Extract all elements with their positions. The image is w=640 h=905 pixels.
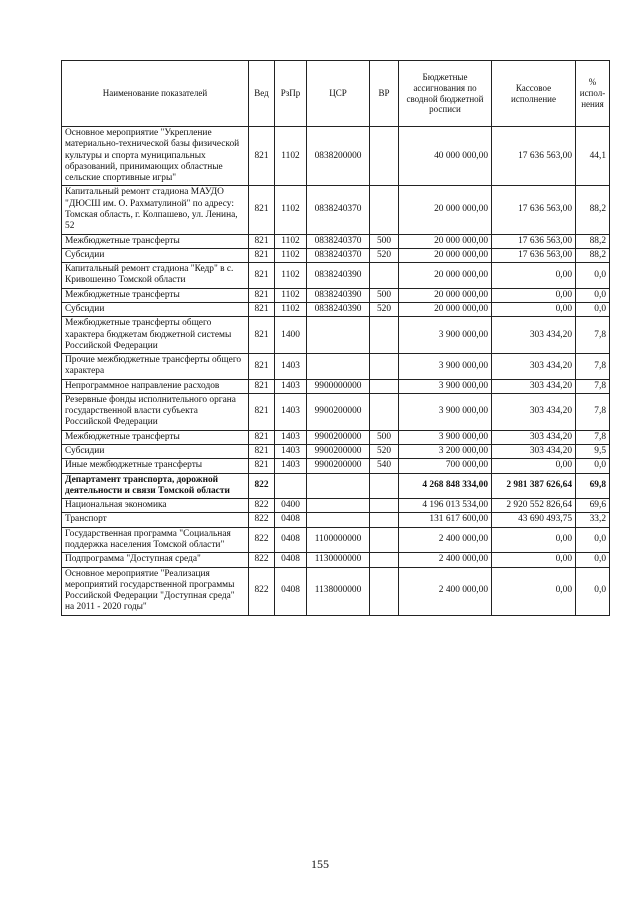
table-row: [62, 393, 610, 430]
cell-rzpr: 1102: [275, 234, 307, 248]
cell-assignments: 20 000 000,00: [399, 288, 492, 302]
cell-vr: [370, 354, 399, 380]
cell-rzpr: 0408: [275, 553, 307, 567]
cell-cash-execution: 0,00: [492, 527, 576, 553]
cell-cash-execution: 303 434,20: [492, 445, 576, 459]
cell-ved: 821: [249, 302, 275, 316]
cell-assignments: 20 000 000,00: [399, 234, 492, 248]
cell-name: Непрограммное направление расходов: [62, 379, 249, 393]
header-rzpr: РзПр: [275, 61, 307, 127]
cell-execution-percent: 0,0: [576, 263, 610, 289]
cell-ved: 821: [249, 186, 275, 234]
table-row: [62, 473, 610, 499]
table-row: [62, 499, 610, 513]
cell-ved: 821: [249, 459, 275, 473]
cell-rzpr: 1400: [275, 317, 307, 354]
cell-assignments: 4 268 848 334,00: [399, 473, 492, 499]
cell-assignments: 3 900 000,00: [399, 393, 492, 430]
cell-rzpr: 1403: [275, 459, 307, 473]
table-row: [62, 302, 610, 316]
cell-execution-percent: 69,6: [576, 499, 610, 513]
cell-rzpr: 1403: [275, 354, 307, 380]
table-row: [62, 288, 610, 302]
cell-execution-percent: 33,2: [576, 513, 610, 527]
cell-csr: [307, 317, 370, 354]
cell-assignments: 3 900 000,00: [399, 379, 492, 393]
cell-name: Департамент транспорта, дорожной деятельности и связи Томской области: [62, 473, 249, 499]
table-row: [62, 567, 610, 615]
cell-csr: 0838240390: [307, 263, 370, 289]
cell-ved: 821: [249, 393, 275, 430]
cell-ved: 822: [249, 513, 275, 527]
cell-cash-execution: 0,00: [492, 553, 576, 567]
cell-csr: 9900200000: [307, 430, 370, 444]
cell-ved: 821: [249, 445, 275, 459]
cell-ved: 822: [249, 553, 275, 567]
cell-assignments: 2 400 000,00: [399, 567, 492, 615]
cell-csr: 1130000000: [307, 553, 370, 567]
cell-assignments: 131 617 600,00: [399, 513, 492, 527]
cell-csr: 9900200000: [307, 459, 370, 473]
cell-name: Субсидии: [62, 248, 249, 262]
page-number: 155: [311, 857, 329, 871]
table-header-row: [62, 61, 610, 127]
budget-execution-table: [61, 60, 610, 616]
cell-csr: [307, 513, 370, 527]
cell-name: Резервные фонды исполнительного органа государственной власти субъекта Российской Федерации: [62, 393, 249, 430]
cell-execution-percent: 0,0: [576, 567, 610, 615]
cell-vr: 520: [370, 302, 399, 316]
cell-assignments: 20 000 000,00: [399, 302, 492, 316]
cell-name: Государственная программа "Социальная поддержка населения Томской области": [62, 527, 249, 553]
cell-rzpr: [275, 473, 307, 499]
table-row: [62, 263, 610, 289]
cell-ved: 821: [249, 288, 275, 302]
cell-ved: 821: [249, 317, 275, 354]
header-ved: Вед: [249, 61, 275, 127]
cell-name: Капитальный ремонт стадиона МАУДО "ДЮСШ им. О. Рахматулиной" по адресу: Томская область, г. Колпашево, ул. Ленина, 52: [62, 186, 249, 234]
cell-ved: 821: [249, 430, 275, 444]
cell-cash-execution: 0,00: [492, 567, 576, 615]
cell-csr: [307, 473, 370, 499]
cell-csr: 0838200000: [307, 127, 370, 186]
cell-cash-execution: 303 434,20: [492, 354, 576, 380]
cell-ved: 822: [249, 527, 275, 553]
cell-cash-execution: 0,00: [492, 459, 576, 473]
cell-rzpr: 1403: [275, 379, 307, 393]
cell-rzpr: 1102: [275, 186, 307, 234]
cell-name: Иные межбюджетные трансферты: [62, 459, 249, 473]
cell-vr: [370, 317, 399, 354]
cell-execution-percent: 0,0: [576, 288, 610, 302]
cell-vr: [370, 513, 399, 527]
header-csr: ЦСР: [307, 61, 370, 127]
cell-name: Субсидии: [62, 445, 249, 459]
cell-csr: 9900200000: [307, 393, 370, 430]
cell-execution-percent: 7,8: [576, 354, 610, 380]
cell-csr: [307, 354, 370, 380]
cell-assignments: 3 900 000,00: [399, 430, 492, 444]
cell-rzpr: 1102: [275, 263, 307, 289]
cell-cash-execution: 17 636 563,00: [492, 186, 576, 234]
cell-vr: 500: [370, 430, 399, 444]
cell-execution-percent: 7,8: [576, 430, 610, 444]
cell-name: Прочие межбюджетные трансферты общего характера: [62, 354, 249, 380]
cell-csr: 1138000000: [307, 567, 370, 615]
cell-csr: 0838240390: [307, 288, 370, 302]
cell-rzpr: 1403: [275, 445, 307, 459]
header-name: Наименование показателей: [62, 61, 249, 127]
cell-execution-percent: 9,5: [576, 445, 610, 459]
cell-rzpr: 1102: [275, 302, 307, 316]
header-execution-percent: % испол-нения: [576, 61, 610, 127]
cell-execution-percent: 0,0: [576, 459, 610, 473]
cell-execution-percent: 88,2: [576, 248, 610, 262]
cell-vr: [370, 499, 399, 513]
header-cash-execution: Кассовое исполнение: [492, 61, 576, 127]
cell-cash-execution: 303 434,20: [492, 393, 576, 430]
table-row: [62, 317, 610, 354]
table-row: [62, 248, 610, 262]
cell-ved: 821: [249, 127, 275, 186]
cell-ved: 821: [249, 263, 275, 289]
table-row: [62, 186, 610, 234]
cell-rzpr: 0408: [275, 567, 307, 615]
cell-cash-execution: 303 434,20: [492, 379, 576, 393]
cell-vr: [370, 553, 399, 567]
cell-name: Подпрограмма "Доступная среда": [62, 553, 249, 567]
cell-name: Основное мероприятие "Реализация мероприятий государственной программы Российской Федерации "Доступная среда" на 2011 - 2020 годы": [62, 567, 249, 615]
cell-assignments: 20 000 000,00: [399, 248, 492, 262]
cell-csr: [307, 499, 370, 513]
cell-name: Межбюджетные трансферты: [62, 234, 249, 248]
cell-ved: 822: [249, 473, 275, 499]
cell-rzpr: 1403: [275, 430, 307, 444]
cell-assignments: 3 200 000,00: [399, 445, 492, 459]
table-body: [62, 127, 610, 616]
cell-cash-execution: 303 434,20: [492, 317, 576, 354]
cell-cash-execution: 17 636 563,00: [492, 234, 576, 248]
table-row: [62, 553, 610, 567]
cell-vr: 500: [370, 288, 399, 302]
cell-csr: 0838240390: [307, 302, 370, 316]
cell-assignments: 700 000,00: [399, 459, 492, 473]
cell-name: Межбюджетные трансферты: [62, 430, 249, 444]
table-row: [62, 459, 610, 473]
cell-name: Основное мероприятие "Укрепление материально-технической базы физической культуры и спорта муниципальных образований, принимающих областные сельские спортивные игры": [62, 127, 249, 186]
cell-name: Национальная экономика: [62, 499, 249, 513]
cell-csr: 9900200000: [307, 445, 370, 459]
cell-assignments: 40 000 000,00: [399, 127, 492, 186]
cell-cash-execution: 0,00: [492, 288, 576, 302]
cell-csr: 9900000000: [307, 379, 370, 393]
cell-cash-execution: 303 434,20: [492, 430, 576, 444]
cell-rzpr: 0400: [275, 499, 307, 513]
cell-rzpr: 1102: [275, 127, 307, 186]
cell-execution-percent: 7,8: [576, 317, 610, 354]
cell-name: Капитальный ремонт стадиона "Кедр" в с. Кривошеино Томской области: [62, 263, 249, 289]
cell-assignments: 3 900 000,00: [399, 317, 492, 354]
cell-vr: 500: [370, 234, 399, 248]
cell-vr: [370, 473, 399, 499]
cell-cash-execution: 43 690 493,75: [492, 513, 576, 527]
cell-vr: 520: [370, 445, 399, 459]
cell-vr: [370, 527, 399, 553]
table-row: [62, 527, 610, 553]
cell-assignments: 2 400 000,00: [399, 553, 492, 567]
cell-assignments: 2 400 000,00: [399, 527, 492, 553]
cell-vr: [370, 263, 399, 289]
cell-csr: 0838240370: [307, 248, 370, 262]
cell-csr: 0838240370: [307, 186, 370, 234]
cell-assignments: 3 900 000,00: [399, 354, 492, 380]
cell-vr: [370, 186, 399, 234]
cell-name: Транспорт: [62, 513, 249, 527]
cell-rzpr: 1403: [275, 393, 307, 430]
cell-vr: 540: [370, 459, 399, 473]
cell-execution-percent: 88,2: [576, 234, 610, 248]
cell-ved: 821: [249, 248, 275, 262]
table-row: [62, 445, 610, 459]
cell-assignments: 4 196 013 534,00: [399, 499, 492, 513]
cell-ved: 821: [249, 354, 275, 380]
cell-cash-execution: 2 920 552 826,64: [492, 499, 576, 513]
table-row: [62, 234, 610, 248]
cell-execution-percent: 69,8: [576, 473, 610, 499]
cell-rzpr: 0408: [275, 513, 307, 527]
cell-rzpr: 1102: [275, 248, 307, 262]
cell-cash-execution: 17 636 563,00: [492, 127, 576, 186]
header-vr: ВР: [370, 61, 399, 127]
table-row: [62, 354, 610, 380]
header-assignments: Бюджетные ассигнования по сводной бюджетной росписи: [399, 61, 492, 127]
cell-name: Межбюджетные трансферты общего характера бюджетам бюджетной системы Российской Федерации: [62, 317, 249, 354]
cell-execution-percent: 0,0: [576, 302, 610, 316]
cell-execution-percent: 0,0: [576, 553, 610, 567]
cell-assignments: 20 000 000,00: [399, 263, 492, 289]
table-row: [62, 430, 610, 444]
cell-cash-execution: 0,00: [492, 302, 576, 316]
cell-csr: 0838240370: [307, 234, 370, 248]
cell-cash-execution: 17 636 563,00: [492, 248, 576, 262]
cell-vr: [370, 127, 399, 186]
cell-rzpr: 0408: [275, 527, 307, 553]
cell-execution-percent: 88,2: [576, 186, 610, 234]
cell-execution-percent: 0,0: [576, 527, 610, 553]
cell-name: Межбюджетные трансферты: [62, 288, 249, 302]
cell-vr: [370, 567, 399, 615]
table-row: [62, 513, 610, 527]
cell-cash-execution: 0,00: [492, 263, 576, 289]
cell-vr: 520: [370, 248, 399, 262]
table-row: [62, 379, 610, 393]
cell-execution-percent: 7,8: [576, 379, 610, 393]
cell-name: Субсидии: [62, 302, 249, 316]
cell-ved: 821: [249, 379, 275, 393]
cell-csr: 1100000000: [307, 527, 370, 553]
cell-vr: [370, 393, 399, 430]
cell-ved: 821: [249, 234, 275, 248]
cell-ved: 822: [249, 499, 275, 513]
table-row: [62, 127, 610, 186]
cell-cash-execution: 2 981 387 626,64: [492, 473, 576, 499]
cell-vr: [370, 379, 399, 393]
cell-assignments: 20 000 000,00: [399, 186, 492, 234]
cell-ved: 822: [249, 567, 275, 615]
cell-execution-percent: 44,1: [576, 127, 610, 186]
cell-execution-percent: 7,8: [576, 393, 610, 430]
cell-rzpr: 1102: [275, 288, 307, 302]
